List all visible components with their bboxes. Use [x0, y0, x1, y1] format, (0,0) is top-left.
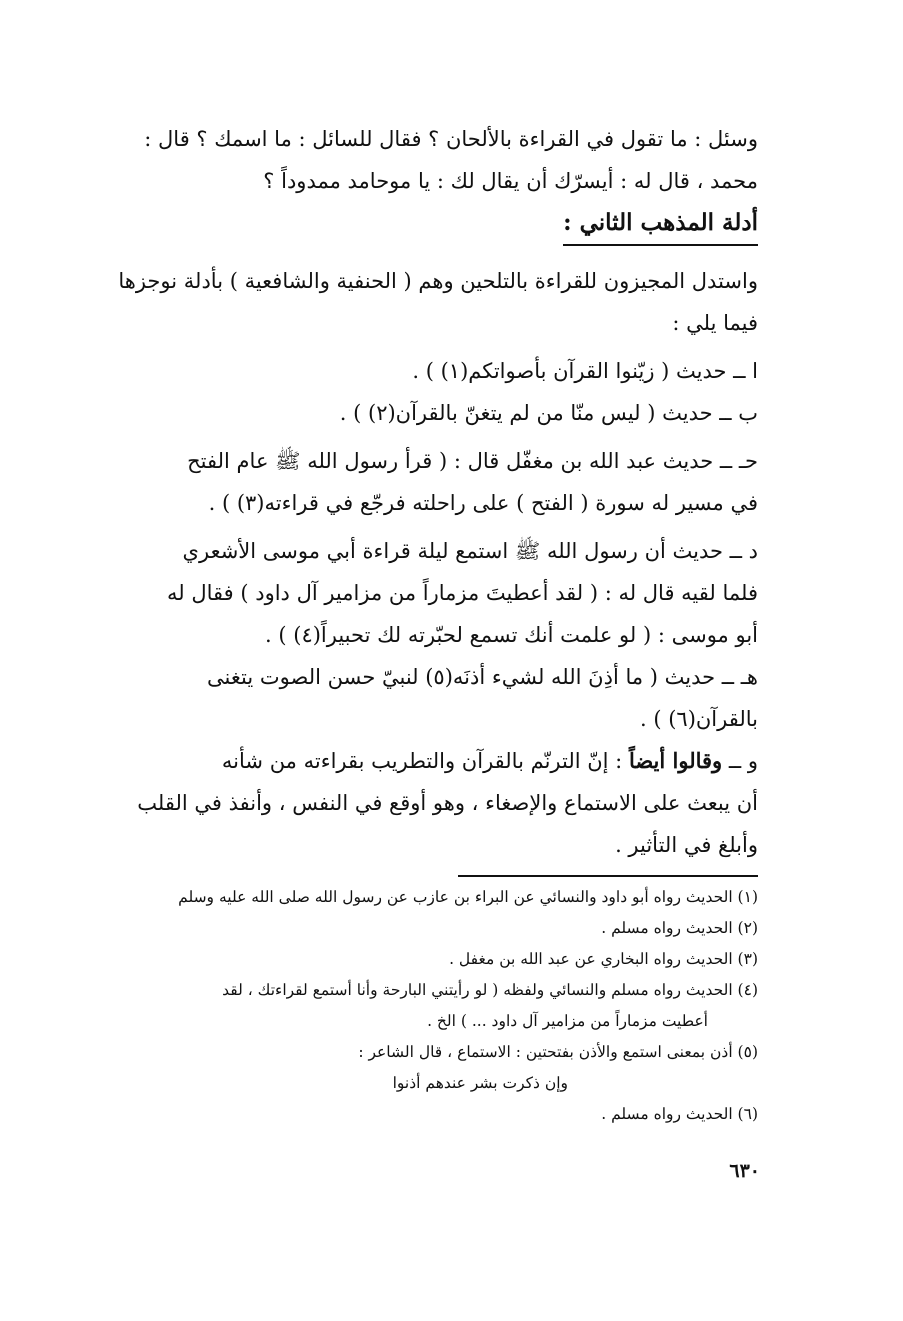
- list-item: د ــ حديث أن رسول الله ﷺ استمع ليلة قراءة أبي موسى الأشعري: [182, 539, 758, 563]
- list-item-cont: وأبلغ في التأثير .: [615, 833, 758, 857]
- intro-line: فيما يلي :: [672, 311, 758, 335]
- page-number: ٦٣٠: [729, 1160, 760, 1182]
- list-item-cont: في مسير له سورة ( الفتح ) على راحلته فرجّع في قراءته(٣) ) .: [208, 491, 758, 515]
- footnote: (٢) الحديث رواه مسلم .: [601, 919, 758, 937]
- footnote-cont: أعطيت مزماراً من مزامير آل داود ... ) الخ .: [427, 1012, 708, 1030]
- section-heading: أدلة المذهب الثاني :: [563, 204, 758, 246]
- list-item-cont: أبو موسى : ( لو علمت أنك تسمع لحبّرته لك تحبيراً(٤) ) .: [265, 623, 758, 647]
- list-item-cont: أن يبعث على الاستماع والإصغاء ، وهو أوقع في النفس ، وأنفذ في القلب: [137, 791, 758, 815]
- list-item-cont: فلما لقيه قال له : ( لقد أعطيتَ مزماراً من مزامير آل داود ) فقال له: [167, 581, 758, 605]
- intro-line: واستدل المجيزون للقراءة بالتلحين وهم ( الحنفية والشافعية ) بأدلة نوجزها: [118, 269, 758, 293]
- footnote: (٦) الحديث رواه مسلم .: [601, 1105, 758, 1123]
- footnote: (١) الحديث رواه أبو داود والنسائي عن البراء بن عازب عن رسول الله صلى الله عليه وسلم: [178, 888, 758, 906]
- footnote: (٤) الحديث رواه مسلم والنسائي ولفظه ( لو رأيتني البارحة وأنا أستمع لقراءتك ، لقد: [222, 981, 758, 999]
- item-bold-phrase: وقالوا أيضاً: [628, 748, 723, 773]
- list-item: هـ ــ حديث ( ما أذِنَ الله لشيء أذنَه(٥) لنبيّ حسن الصوت يتغنى: [207, 665, 758, 689]
- footnotes: [78, 882, 758, 1130]
- item-rest: : إنّ الترنّم بالقرآن والتطريب بقراءته من شأنه: [221, 749, 629, 773]
- main-text: [78, 118, 758, 866]
- list-item: ب ــ حديث ( ليس منّا من لم يتغنّ بالقرآن(٢) ) .: [339, 401, 758, 425]
- list-item-cont: بالقرآن(٦) ) .: [639, 707, 758, 731]
- item-prefix: و ــ: [722, 749, 758, 773]
- list-item-last: [78, 740, 758, 782]
- text-line: محمد ، قال له : أيسرّك أن يقال لك : يا موحامد ممدوداً ؟: [263, 169, 758, 193]
- footnote: (٣) الحديث رواه البخاري عن عبد الله بن مغفل .: [449, 950, 758, 968]
- footnote: (٥) أذن بمعنى استمع والأذن بفتحتين : الاستماع ، قال الشاعر :: [358, 1043, 758, 1061]
- footnote-verse: وإن ذكرت بشر عندهم أذنوا: [392, 1074, 568, 1092]
- text-line: وسئل : ما تقول في القراءة بالألحان ؟ فقال للسائل : ما اسمك ؟ قال :: [144, 127, 758, 151]
- footnote-divider: [458, 875, 758, 877]
- list-item: حـ ــ حديث عبد الله بن مغفّل قال : ( قرأ رسول الله ﷺ عام الفتح: [187, 449, 758, 473]
- section-heading-wrap: [78, 204, 758, 246]
- list-item: ا ــ حديث ( زيّنوا القرآن بأصواتكم(١) ) .: [412, 359, 758, 383]
